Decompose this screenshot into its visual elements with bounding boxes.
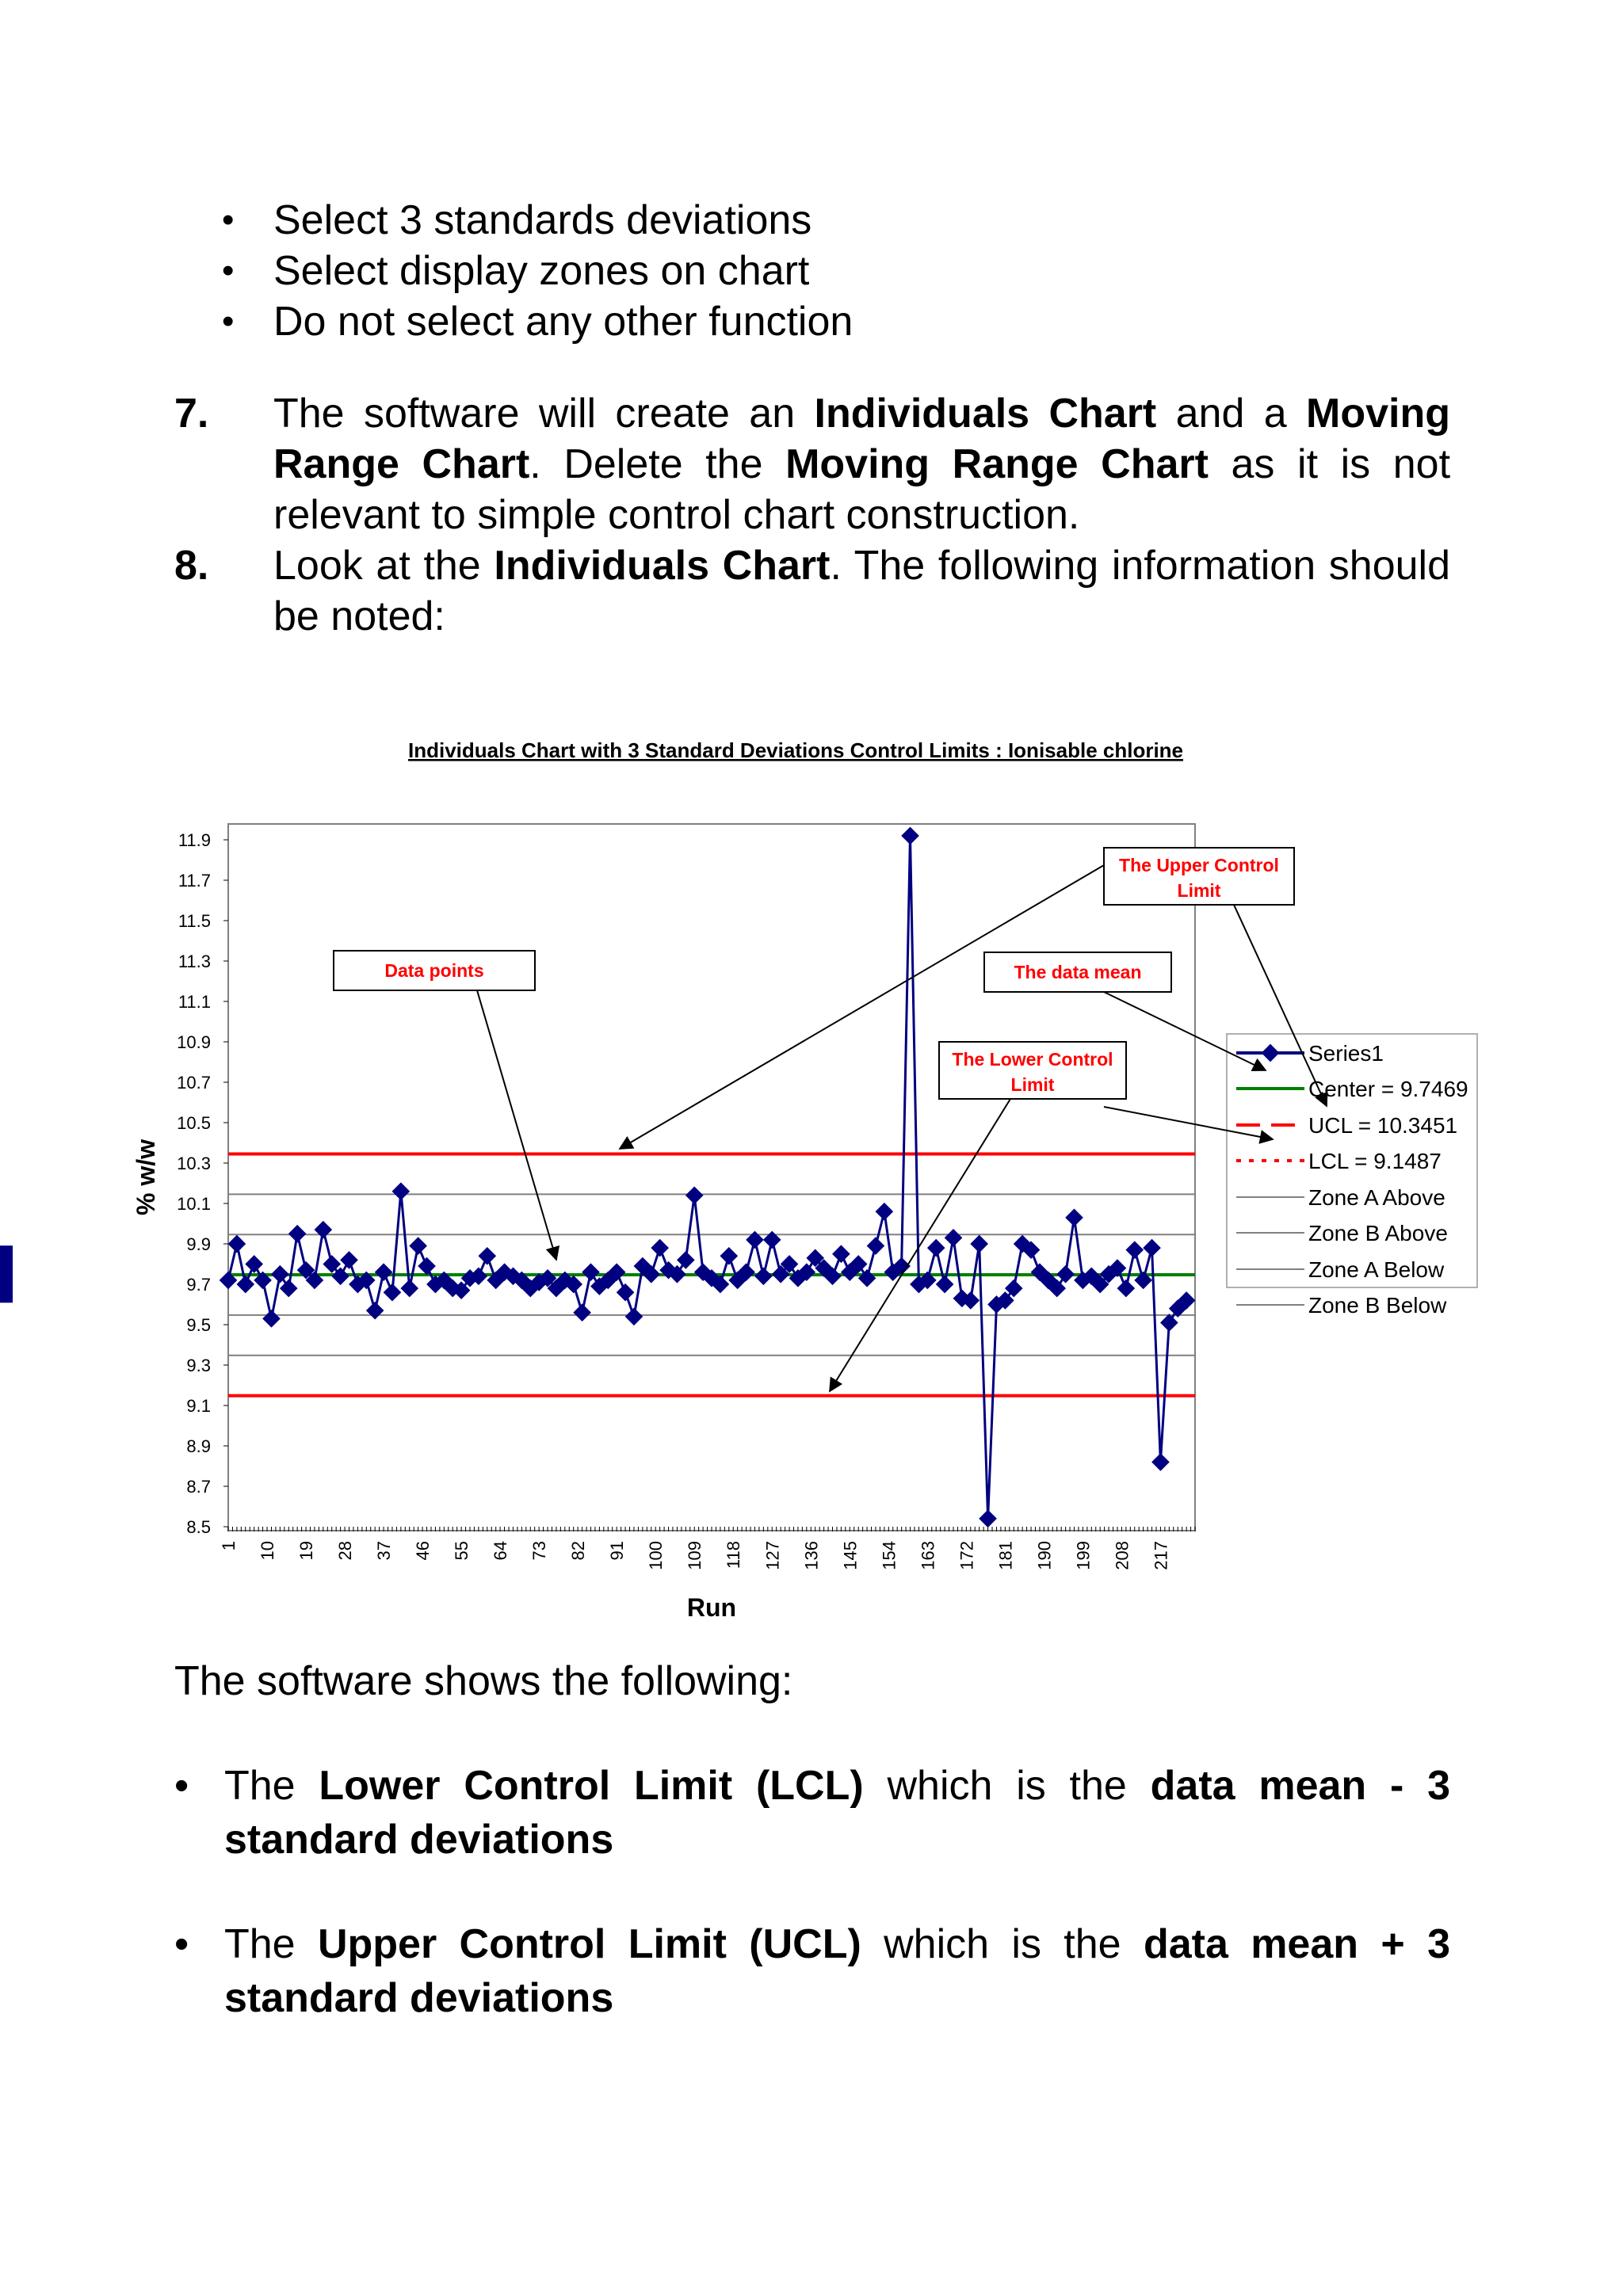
- x-tick-label: 127: [762, 1541, 783, 1570]
- x-tick-label: 55: [452, 1541, 472, 1561]
- x-axis-ticks: [219, 1527, 1195, 1570]
- text-run: and a: [1156, 391, 1307, 437]
- legend: [1227, 1034, 1477, 1318]
- y-tick-label: 11.1: [178, 992, 211, 1012]
- y-tick-label: 8.9: [186, 1436, 211, 1456]
- step-text: [273, 540, 1450, 642]
- text-run: Look at the: [273, 543, 495, 589]
- x-tick-label: 10: [258, 1541, 278, 1561]
- y-axis-label: % w/w: [132, 1138, 160, 1216]
- y-tick-label: 9.7: [186, 1275, 211, 1295]
- y-tick-label: 8.7: [186, 1477, 211, 1497]
- step-text: [273, 388, 1450, 540]
- y-tick-label: 9.3: [186, 1356, 211, 1375]
- y-tick-label: 10.3: [177, 1154, 211, 1173]
- data-point: [0, 1253, 13, 1266]
- bold-run: Lower Control Limit (LCL): [319, 1763, 864, 1809]
- chart-title: Individuals Chart with 3 Standard Deviations Control Limits : Ionisable chlorine: [407, 738, 1184, 762]
- software-shows-text: The software shows the following:: [174, 1658, 793, 1704]
- x-tick-label: 145: [840, 1541, 861, 1570]
- bullet-item: • Select display zones on chart: [222, 246, 853, 296]
- x-tick-label: 199: [1073, 1541, 1094, 1570]
- legend-zone-a-above: Zone A Above: [1308, 1185, 1445, 1210]
- y-tick-label: 10.9: [177, 1032, 211, 1052]
- step-number: 8.: [174, 543, 209, 589]
- callout-lcl-line1: The Lower Control: [952, 1049, 1113, 1070]
- x-tick-label: 181: [995, 1541, 1016, 1570]
- x-tick-label: 136: [801, 1541, 822, 1570]
- callout-ucl-line2: Limit: [1177, 880, 1221, 901]
- y-tick-label: 8.5: [186, 1517, 211, 1537]
- individuals-chart: [0, 713, 1623, 1632]
- x-tick-label: 46: [413, 1541, 433, 1561]
- bold-run: Moving Range Chart: [785, 441, 1209, 487]
- x-tick-label: 190: [1034, 1541, 1055, 1570]
- x-tick-label: 109: [685, 1541, 705, 1570]
- text-run: . Delete the: [529, 441, 786, 487]
- text-run: which is the: [861, 1921, 1144, 1967]
- legend-zone-b-above: Zone B Above: [1308, 1221, 1448, 1245]
- x-tick-label: 28: [335, 1541, 356, 1561]
- text-run: . The following information should be noted:: [273, 543, 1450, 639]
- callout-data-points: Data points: [384, 960, 484, 981]
- y-tick-label: 11.7: [178, 871, 211, 891]
- data-point: [0, 1290, 13, 1302]
- step-7: [174, 388, 1450, 540]
- x-tick-label: 37: [374, 1541, 395, 1561]
- bold-run: data mean + 3 standard deviations: [224, 1921, 1451, 2021]
- legend-ucl: UCL = 10.3451: [1308, 1113, 1458, 1138]
- callout-ucl-line1: The Upper Control: [1119, 855, 1279, 875]
- plot-area: [228, 824, 1195, 1531]
- y-axis-ticks: [177, 830, 228, 1537]
- bold-run: Individuals Chart: [814, 391, 1157, 437]
- bullet-lcl: [174, 1759, 1450, 1867]
- x-tick-label: 208: [1112, 1541, 1132, 1570]
- text-run: The: [224, 1921, 318, 1967]
- y-tick-label: 11.9: [178, 830, 211, 850]
- x-tick-label: 82: [568, 1541, 589, 1561]
- x-tick-label: 172: [957, 1541, 977, 1570]
- step-number: 7.: [174, 391, 209, 437]
- x-tick-label: 1: [219, 1541, 239, 1551]
- y-tick-label: 10.5: [177, 1113, 211, 1133]
- x-tick-label: 154: [879, 1541, 899, 1570]
- bold-run: Upper Control Limit (UCL): [317, 1921, 861, 1967]
- x-tick-label: 163: [918, 1541, 938, 1570]
- callout-lcl-line2: Limit: [1010, 1074, 1055, 1095]
- callout-data-mean: The data mean: [1014, 962, 1142, 982]
- y-tick-label: 9.1: [186, 1396, 211, 1416]
- x-tick-label: 100: [646, 1541, 666, 1570]
- bullet-item: • Select 3 standards deviations: [222, 195, 853, 246]
- x-tick-label: 64: [491, 1541, 511, 1561]
- data-point: [0, 1270, 13, 1283]
- text-run: The: [224, 1763, 319, 1809]
- text-run: The software will create an: [273, 391, 815, 437]
- y-tick-label: 11.5: [178, 911, 211, 931]
- bold-run: Moving Range Chart: [273, 391, 1451, 487]
- y-tick-label: 10.7: [177, 1073, 211, 1093]
- x-tick-label: 91: [607, 1541, 628, 1561]
- bold-run: data mean - 3 standard deviations: [224, 1763, 1451, 1863]
- bullet-item: • Do not select any other function: [222, 296, 853, 347]
- legend-zone-b-below: Zone B Below: [1308, 1293, 1447, 1318]
- y-tick-label: 11.3: [178, 952, 211, 971]
- y-tick-label: 10.1: [177, 1194, 211, 1214]
- legend-lcl: LCL = 9.1487: [1308, 1149, 1442, 1173]
- top-bullet-list: [222, 195, 853, 347]
- bullet-ucl: [174, 1917, 1450, 2025]
- y-tick-label: 9.5: [186, 1315, 211, 1335]
- x-tick-label: 19: [296, 1541, 317, 1561]
- y-tick-label: 9.9: [186, 1234, 211, 1254]
- legend-zone-a-below: Zone A Below: [1308, 1257, 1445, 1282]
- step-8: [174, 540, 1450, 642]
- legend-center: Center = 9.7469: [1308, 1077, 1468, 1101]
- bottom-bullet-list: [174, 1759, 1450, 2025]
- text-run: which is the: [863, 1763, 1151, 1809]
- x-tick-label: 118: [724, 1541, 744, 1569]
- x-axis-label: Run: [686, 1593, 737, 1622]
- x-tick-label: 217: [1151, 1541, 1171, 1570]
- bold-run: Individuals Chart: [494, 543, 831, 589]
- legend-series1: Series1: [1308, 1041, 1384, 1066]
- x-tick-label: 73: [529, 1541, 550, 1561]
- text-run: as it is not relevant to simple control chart construction.: [273, 441, 1451, 538]
